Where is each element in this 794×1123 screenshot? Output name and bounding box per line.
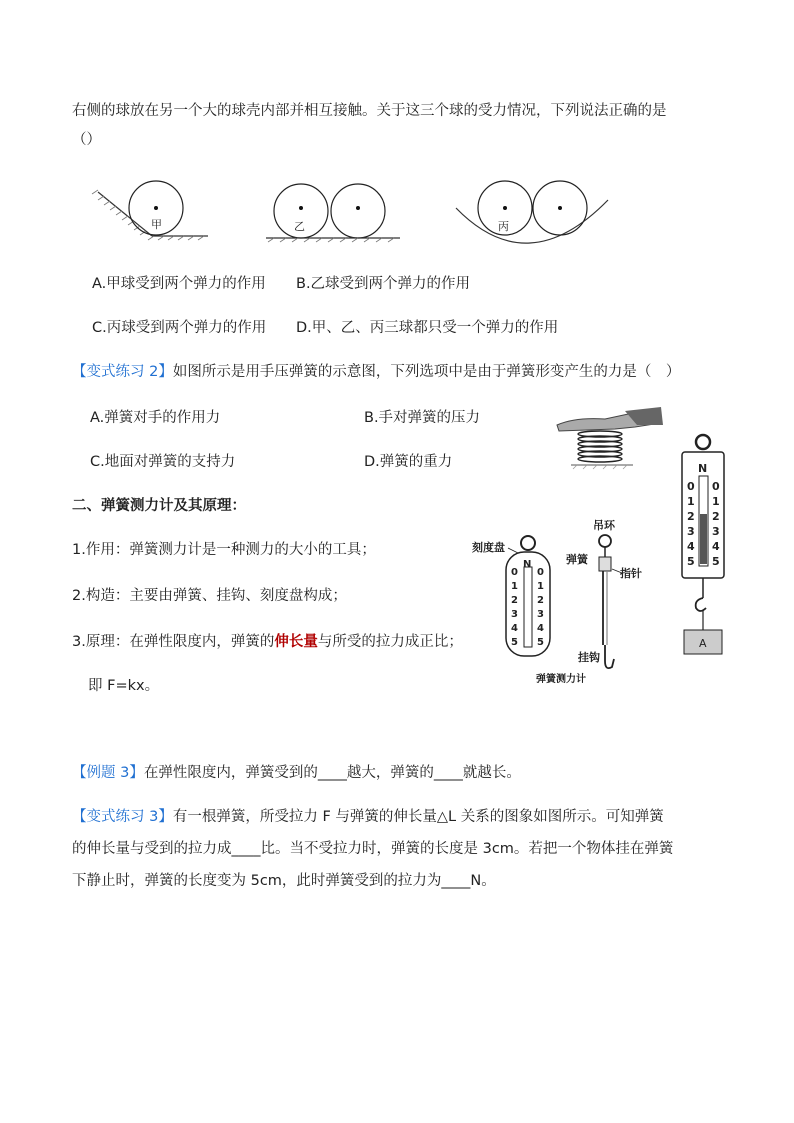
- dial-right-mark-4: 4: [537, 623, 544, 634]
- option-b: B.乙球受到两个弹力的作用: [296, 276, 471, 292]
- variant2-text: 如图所示是用手压弹簧的示意图，下列选项中是由于弹簧形变产生的力是（ ）: [172, 364, 681, 380]
- intro-line-1: 右侧的球放在另一个大的球壳内部并相互接触。关于这三个球的受力情况，下列说法正确的是: [72, 103, 667, 119]
- intro-line-2: （）: [72, 132, 101, 148]
- variant3-line-3: 下静止时，弹簧的长度变为 5cm，此时弹簧受到的拉力为____N。: [72, 873, 496, 889]
- label-pointer: 指针: [620, 567, 642, 580]
- side-meter: [599, 535, 614, 668]
- ball-yi-label: 乙: [294, 220, 305, 233]
- dial-right-mark-5: 5: [537, 637, 544, 648]
- dial-left-mark-0: 0: [511, 567, 518, 578]
- hanging-right-mark-0: 0: [712, 480, 720, 493]
- variant2-question: [72, 362, 680, 382]
- label-ring: 吊环: [593, 519, 615, 532]
- ball-jia-diagram: [92, 181, 208, 240]
- hanging-meter-figure: [676, 430, 736, 660]
- dial-scale-right: [470, 515, 544, 648]
- dial-scale-left: [470, 515, 518, 648]
- variant2-option-d: D.弹簧的重力: [364, 454, 453, 470]
- hanging-left-mark-1: 1: [687, 495, 695, 508]
- example3-text: 在弹性限度内，弹簧受到的____越大，弹簧的____就越长。: [143, 765, 521, 781]
- ball-yi-diagram: [266, 184, 400, 242]
- label-spring: 弹簧: [566, 553, 588, 566]
- option-a: A.甲球受到两个弹力的作用: [92, 276, 266, 292]
- variant2-option-c: C.地面对弹簧的支持力: [90, 454, 236, 470]
- ball-bing-diagram: [456, 181, 608, 243]
- dial-meter: [470, 515, 550, 656]
- hanging-left-mark-4: 4: [687, 540, 695, 553]
- hanging-n-label: N: [698, 462, 708, 475]
- hanging-right-mark-3: 3: [712, 525, 720, 538]
- dial-left-mark-4: 4: [511, 623, 518, 634]
- section2-p2: 2.构造：主要由弹簧、挂钩、刻度盘构成；: [72, 588, 347, 604]
- hand-spring-figure: [555, 403, 665, 471]
- variant2-option-b: B.手对弹簧的压力: [364, 410, 481, 426]
- variant3-line-1: [72, 807, 664, 827]
- variant3-text-1: 有一根弹簧，所受拉力 F 与弹簧的伸长量△L 关系的图象如图所示。可知弹簧: [172, 809, 664, 825]
- block-a-label: A: [699, 637, 707, 650]
- balls-figure: [88, 170, 628, 250]
- ball-jia-label: 甲: [151, 218, 162, 231]
- variant2-tag: 【变式练习 2】: [72, 364, 173, 380]
- dial-left-mark-3: 3: [511, 609, 518, 620]
- section2-p3-highlight: 伸长量: [274, 634, 318, 650]
- example3-tag: 【例题 3】: [72, 765, 144, 781]
- dial-right-mark-0: 0: [537, 567, 544, 578]
- section2-p3-prefix: 3.原理：在弹性限度内，弹簧的: [72, 634, 275, 650]
- label-dial: 刻度盘: [472, 541, 505, 554]
- variant2-option-a: A.弹簧对手的作用力: [90, 410, 221, 426]
- hanging-left-mark-2: 2: [687, 510, 695, 523]
- dial-left-mark-5: 5: [511, 637, 518, 648]
- label-hook: 挂钩: [578, 651, 600, 664]
- section2-p3-suffix: 与所受的拉力成正比；: [317, 634, 463, 650]
- ball-bing-label: 丙: [498, 220, 509, 233]
- option-d: D.甲、乙、丙三球都只受一个弹力的作用: [296, 320, 559, 336]
- variant3-tag: 【变式练习 3】: [72, 809, 173, 825]
- meter-caption: 弹簧测力计: [536, 674, 586, 685]
- hanging-right-mark-4: 4: [712, 540, 720, 553]
- dial-n-label: N: [523, 559, 532, 570]
- hanging-right-mark-2: 2: [712, 510, 720, 523]
- dial-right-mark-2: 2: [537, 595, 544, 606]
- hanging-left-mark-3: 3: [687, 525, 695, 538]
- hanging-right-mark-5: 5: [712, 555, 720, 568]
- section2-p1: 1.作用：弹簧测力计是一种测力的大小的工具；: [72, 542, 376, 558]
- hanging-left-mark-0: 0: [687, 480, 695, 493]
- variant3-line-2: 的伸长量与受到的拉力成____比。当不受拉力时，弹簧的长度是 3cm。若把一个物体挂在弹簧: [72, 841, 674, 857]
- section2-heading: 二、弹簧测力计及其原理：: [72, 498, 246, 514]
- option-c: C.丙球受到两个弹力的作用: [92, 320, 267, 336]
- dial-left-mark-1: 1: [511, 581, 518, 592]
- hanging-right-mark-1: 1: [712, 495, 720, 508]
- section2-p4: 即 F=kx。: [88, 678, 160, 694]
- spring-meter-diagram: [470, 515, 650, 690]
- section2-p3: [72, 632, 463, 652]
- dial-right-mark-3: 3: [537, 609, 544, 620]
- dial-right-mark-1: 1: [537, 581, 544, 592]
- hanging-left-mark-5: 5: [687, 555, 695, 568]
- example3: [72, 763, 521, 783]
- dial-left-mark-2: 2: [511, 595, 518, 606]
